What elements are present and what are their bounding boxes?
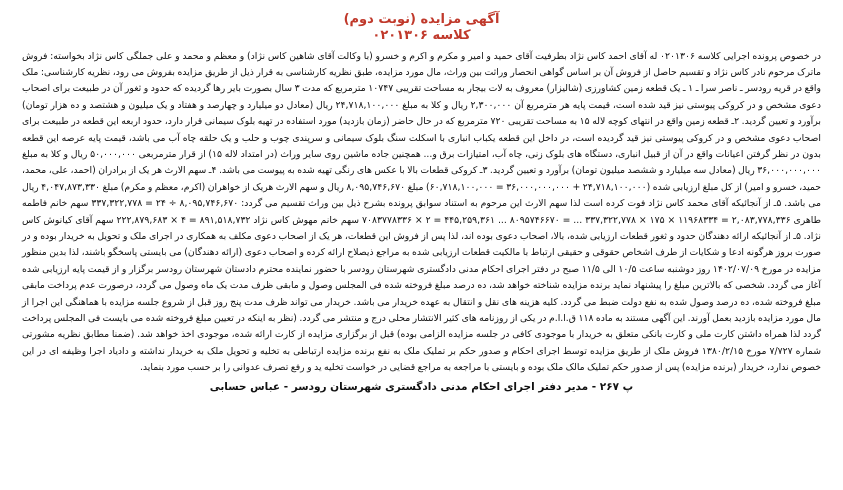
- notice-header: [22, 12, 821, 45]
- notice-title: آگهی مزایده (نوبت دوم): [343, 12, 500, 27]
- case-class-number: کلاسه ۰۲۰۱۳۰۶: [372, 28, 471, 44]
- notice-body: در خصوص پرونده اجرایی کلاسه ۰۲۰۱۳۰۶ له آقای احمد کاس نژاد بطرفیت آقای حمید و امیر و مکرم و اکرم و خسرو (با وکالت آقای شاهین کاس نژاد) و معظم و محمد و علی جملگی کاس نژاد بخواسته: فروش ماترک مرحوم نادر کاس نژاد و تقسیم حاصل از فروش آن بر اساس گواهی انحصار وراثت بین وراث، مال مورد مزایده، طبق نظریه کارشناسی به قرار ذیل از طریق مزایده بفروش می رود، نظریه کارشناسی: ملک واقع در قریه رودسر ـ ناصر سرا ـ ۱ ـ یک قطعه زمین کشاورزی (شالیزار) معروف به لات بیجار به مساحت تقریبی ۱۰۷۴۷ مترمربع که مدت ۳ سال بصورت بایر رها گردیده که حدود و ثغور آن در طبیعت برای اصحاب دعوی مشخص و در کروکی پیوستی نیز قید شده است، قیمت پایه هر مترمربع آن ۲,۳۰۰,۰۰۰ ریال و کلا به مبلغ ۲۴,۷۱۸,۱۰۰,۰۰۰ ریال (معادل دو میلیارد و چهارصد و هفتاد و یک میلیون و هشتصد و ده هزار تومان) برآورد و تعیین گردید. ۲ـ قطعه زمین واقع در انتهای کوچه لاله ۱۵ به مساحت تقریبی ۷۲۰ مترمربع که در حال حاضر (زمان بازدید) مورد استفاده در تهیه بلوک سیمانی قرار دارد، حدود اربعه این قطعه در طبیعت برای اصحاب دعوی مشخص و در کروکی پیوستی نیز قید گردیده است، در داخل این قطعه یکباب انباری با اسکلت سنگ بلوک سیمانی و سرپندی چوب و حلب و یک حلقه چاه آب می باشد، قیمت پایه عرصه این قطعه بدون در نظر گرفتن اعیانات واقع در آن از قبیل انباری، دستگاه های بلوک زنی، چاه آب، امتیازات برق و... همچنین جاده ماشین روی سایر وراث (در امتداد لاله ۱۵) از قرار مترمربعی ۵۰,۰۰۰,۰۰۰ ریال و کلا به مبلغ ۳۶,۰۰۰,۰۰۰,۰۰۰ ریال (معادل سه میلیارد و ششصد میلیون تومان) برآورد و تعیین گردید. ۳ـ کروکی قطعات بالا با عکس های رنگی تهیه شده به پیوست می باشد. ۴ـ سهم الارث هر یک از برادران (احمد، علی، محمد، حمید، خسرو و امیر) از کل مبلغ ارزیابی شده (۲۴,۷۱۸,۱۰۰,۰۰۰ + ۳۶,۰۰۰,۰۰۰,۰۰۰ = ۶۰,۷۱۸,۱۰۰,۰۰۰) مبلغ ۸,۰۹۵,۷۴۶,۶۷۰ ریال و سهم الارث هریک از خواهران (اکرم، معظم و مکرم) مبلغ ۴,۰۴۷,۸۷۳,۳۳۰ ریال می باشد. ۵ـ از آنجائیکه آقای محمد کاس نژاد فوت کرده است لذا سهم الارث این مرحوم به استناد سوابق پرونده بشرح ذیل بین وراث تقسیم می گردد: ۸,۰۹۵,۷۴۶,۶۷۰ ÷ ۲۴ = ۳۳۷,۳۲۲,۷۷۸ سهم خانم فاطمه طاهری ۲,۰۸۳,۷۷۸,۳۳۶ = ۱۱۹۶۸۳۳۴ × ۱۷۵ × ۳۳۷,۳۲۲,۷۷۸ ... = ۸۰۹۵۷۴۶۶۷۰ ... ۴۴۵,۲۵۹,۳۶۱ = ۲ × ۷۰۸۳۷۷۸۳۳۶ سهم خانم مهوش کاس نژاد ۸۹۱,۵۱۸,۷۳۲ = ۴ × ۲۲۲,۸۷۹,۶۸۳ سهم آقای کیانوش کاس نژاد. ۵ـ از آنجائیکه ارائه دهندگان حدود و ثغور قطعات ارزیابی شده، بالا، اصحاب دعوی بوده اند، لذا پس از فروش این قطعات، هر یک از اصحاب دعوی مکلف به همکاری در اجرای ملک و تحویل به خریدار بوده و در صورت بروز هرگونه ادعا و شکایات از طرف اشخاص حقوقی و حقیقی ارتباط با مالکیت قطعات ارزیابی شده به مراجع ذیصلاح ارائه کرده و اصحاب دعوی (ارائه دهندگان) می بایستی پاسخگو باشند، لذا بدین منظور مزایده در مورخ ۱۴۰۲/۰۷/۰۹ روز دوشنبه ساعت ۱۰/۵ الی ۱۱/۵ صبح در دفتر اجرای احکام مدنی دادگستری شهرستان رودسر با حضور نماینده محترم دادستان شهرستان رودسر برگزار و از قیمت پایه ارزیابی شده آغاز می گردد. شخصی که بالاترین مبلغ را پیشنهاد نماید برنده مزایده شناخته خواهد شد، ده درصد مبلغ فروخته شده فی المجلس وصول و مابقی ظرف مدت یک ماه وصول می گردد، درصورت عدم پرداخت مابقی مبلغ فروخته شده، ده درصد وصول شده به نفع دولت ضبط می گردد. کلیه هزینه های نقل و انتقال به عهده خریدار می باشد. خریدار می تواند ظرف مدت پنج روز قبل از شروع جلسه مزایده با هماهنگی این اجرا از مال مورد مزایده بازدید بعمل آورند. این آگهی مستند به ماده ۱۱۸ ق.ا.ا.م در یکی از روزنامه های کثیر الانتشار محلی درج و منتشر می گردد. (نظر به اینکه در تعیین مبلغ فروخته شده می بایست فی المجلس پرداخت گردد لذا همراه داشتن کارت ملی و کارت بانکی متعلق به خریدار با موجودی کافی در جلسه مزایده الزامی بوده) قبل از برگزاری مزایده از کارت ارائه شده، موجودی اخذ خواهد شد. (ضمنا مطابق نظریه مشورتی شماره ۷/۷۲۷ مورخ ۱۳۸۰/۲/۱۵ فروش ملک از طریق مزایده توسط اجرای احکام و صدور حکم بر تملیک ملک به نفع برنده مزایده ارتباطی به تخلیه و تحویل ملک به خریدار نداشته و دادیاد اجرا وظیفه ای در این خصوص ندارد، خریدار (برنده مزایده) پس از صدور حکم تملیک مالک ملک بوده و بایستی با مراجعه به مراجع قضایی در خواست تخلیه ید و رفع تصرف عدوانی را بر حسب مورد بنماید.: [22, 50, 822, 374]
- notice-signature: پ ۲۶۷ - مدیر دفتر اجرای احکام مدنی دادگستری شهرستان رودسر - عباس حسابی: [209, 380, 634, 393]
